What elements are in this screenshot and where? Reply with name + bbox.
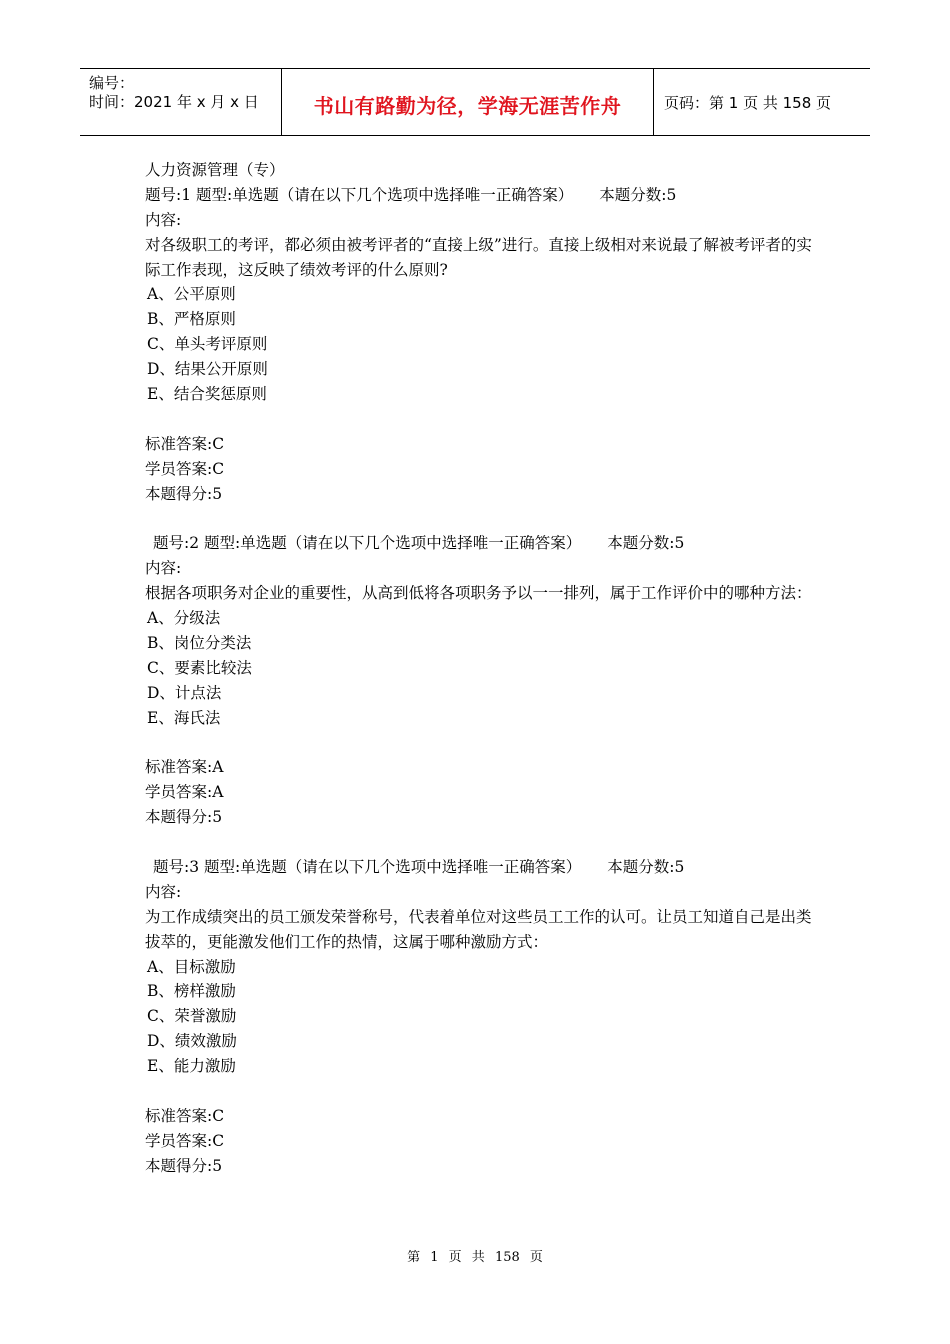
student-answer: 学员答案:C	[145, 1131, 225, 1150]
content-label: 内容:	[145, 882, 182, 901]
time-label: 时间：2021 年 x 月 x 日	[89, 93, 259, 111]
footer-ye: 页	[448, 1250, 462, 1265]
option-e: E、海氏法	[147, 708, 221, 727]
content-label: 内容:	[145, 210, 182, 229]
spacer	[145, 1079, 815, 1104]
option-d: D、结果公开原则	[147, 360, 268, 379]
question-score: 本题分数:5	[607, 534, 685, 553]
option-d: D、绩效激励	[147, 1032, 237, 1051]
option-b: B、严格原则	[147, 310, 236, 329]
footer-page-number: 1	[430, 1250, 439, 1265]
question-got-score: 本题得分:5	[145, 808, 223, 827]
number-label: 编号：	[89, 74, 135, 92]
course-title: 人力资源管理（专）	[145, 161, 285, 179]
spacer	[145, 507, 815, 532]
question-head	[145, 183, 815, 208]
question-head	[145, 531, 815, 556]
question-block	[145, 531, 815, 855]
question-head	[145, 855, 815, 880]
option-b: B、岗位分类法	[147, 633, 252, 652]
standard-answer: 标准答案:C	[145, 434, 225, 453]
question-text: 为工作成绩突出的员工颁发荣誉称号，代表着单位对这些员工工作的认可。让员工知道自己是出类拔萃的，更能激发他们工作的热情，这属于哪种激励方式：	[145, 907, 812, 951]
header-motto: 书山有路勤为径，学海无涯苦作舟	[313, 93, 622, 118]
question-block	[145, 183, 815, 532]
option-d: D、计点法	[147, 683, 222, 702]
footer-gong: 共	[471, 1250, 485, 1265]
option-e: E、结合奖惩原则	[147, 385, 267, 404]
footer-di: 第	[407, 1250, 421, 1265]
option-a: A、公平原则	[147, 285, 236, 304]
document-body	[145, 158, 815, 1179]
question-got-score: 本题得分:5	[145, 1156, 223, 1175]
page-footer	[0, 1246, 950, 1265]
question-block	[145, 855, 815, 1179]
content-label: 内容:	[145, 559, 182, 578]
option-c: C、荣誉激励	[147, 1007, 237, 1026]
spacer	[145, 407, 815, 432]
spacer	[145, 731, 815, 756]
standard-answer: 标准答案:A	[145, 758, 224, 777]
header-page-cell	[654, 69, 870, 135]
question-text: 对各级职工的考评，都必须由被考评者的“直接上级”进行。直接上级相对来说最了解被考评者的实际工作表现，这反映了绩效考评的什么原则?	[145, 235, 812, 279]
header-meta-cell	[80, 69, 282, 135]
question-score: 本题分数:5	[599, 185, 677, 204]
footer-ye2: 页	[529, 1250, 543, 1265]
option-a: A、分级法	[147, 609, 221, 628]
footer-total-pages: 158	[494, 1250, 520, 1265]
standard-answer: 标准答案:C	[145, 1106, 225, 1125]
student-answer: 学员答案:A	[145, 783, 224, 802]
student-answer: 学员答案:C	[145, 459, 225, 478]
option-a: A、目标激励	[147, 957, 236, 976]
question-got-score: 本题得分:5	[145, 484, 223, 503]
question-meta: 题号:2 题型:单选题（请在以下几个选项中选择唯一正确答案）	[153, 534, 582, 553]
question-meta: 题号:3 题型:单选题（请在以下几个选项中选择唯一正确答案）	[153, 857, 582, 876]
option-b: B、榜样激励	[147, 982, 236, 1001]
option-c: C、要素比较法	[147, 658, 252, 677]
header-motto-cell	[282, 69, 654, 135]
document-header	[80, 68, 870, 136]
spacer	[145, 830, 815, 855]
question-score: 本题分数:5	[607, 857, 685, 876]
question-text: 根据各项职务对企业的重要性，从高到低将各项职务予以一一排列，属于工作评价中的哪种方法：	[145, 584, 812, 603]
header-page-label: 页码：第 1 页 共 158 页	[664, 93, 832, 112]
option-c: C、单头考评原则	[147, 335, 268, 354]
option-e: E、能力激励	[147, 1057, 236, 1076]
question-meta: 题号:1 题型:单选题（请在以下几个选项中选择唯一正确答案）	[145, 185, 574, 204]
